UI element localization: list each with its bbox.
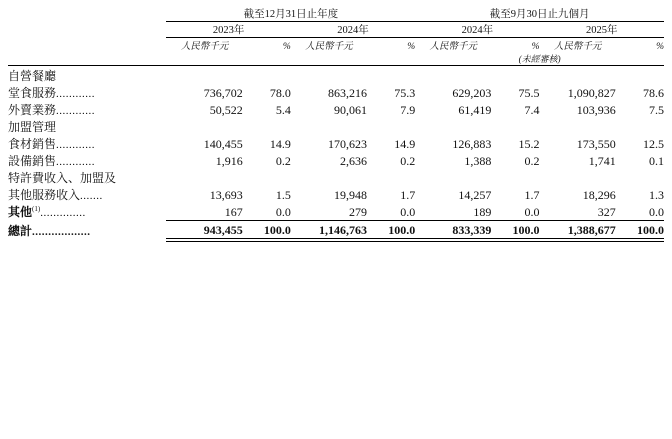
header-corner-cell: [8, 6, 166, 22]
cell-equip-2024i-pct: 0.2: [524, 154, 540, 168]
cell-food-2024a-amt: 170,623: [328, 137, 368, 151]
leader-dots: ............: [56, 105, 96, 117]
header-note-empty-3: [291, 52, 367, 66]
table-row: [8, 169, 664, 186]
cell-total-2025i-pct: 100.0: [637, 223, 664, 237]
revenue-breakdown-table: [8, 6, 664, 242]
header-note-empty-4: [367, 52, 415, 66]
leader-dots: ..............: [40, 207, 86, 219]
cell-food-2025i-amt: 173,550: [576, 137, 616, 151]
header-group-row: [8, 6, 664, 22]
leader-dots: ..................: [32, 225, 91, 238]
total-bottom-blank: [8, 239, 166, 242]
table-row: [8, 186, 664, 203]
row-label-takeaway: [8, 101, 166, 118]
cell-dine-in-2024i-amt: 629,203: [452, 86, 492, 100]
cell-other-2024a-pct: 0.0: [400, 204, 416, 219]
cell-dine-in-2024a-pct: 75.3: [394, 86, 416, 100]
cell-dine-in-2025i-amt: 1,090,827: [567, 86, 616, 100]
cell-equip-2023-pct: 0.2: [275, 154, 291, 168]
header-year-row: [8, 22, 664, 38]
cell-food-2023-amt: 140,455: [203, 137, 243, 151]
row-label-text: 設備銷售: [8, 154, 57, 168]
header-note-row: [8, 52, 664, 66]
cell-takeaway-2025i-amt: 103,936: [576, 103, 616, 117]
cell-otherservice-2024i-pct: 1.7: [524, 188, 540, 202]
cell-food-2024i-pct: 15.2: [518, 137, 540, 151]
cell-dine-in-2024a-amt: 863,216: [328, 86, 368, 100]
header-group-ninemonth: 截至9月30日止九個月: [415, 6, 664, 22]
header-unit-blank: [8, 38, 166, 53]
row-label-text: 特許費收入、加盟及: [8, 171, 117, 185]
cell-takeaway-2024i-pct: 7.4: [524, 103, 540, 117]
header-unit-rmb-2024i: 人民幣千元: [429, 42, 478, 52]
total-bottom-rule: [8, 239, 664, 242]
header-unit-pct-2025i: %: [656, 42, 664, 52]
header-unit-pct-2024i: %: [531, 42, 540, 52]
cell-other-2023-pct: 0.0: [275, 204, 291, 219]
leader-dots: ............: [56, 156, 96, 168]
row-footnote-marker: (1): [32, 205, 41, 213]
header-unit-pct-2024a: %: [407, 42, 416, 52]
row-label-other: [8, 203, 166, 220]
cell-equip-2024a-amt: 2,636: [340, 154, 368, 168]
cell-total-2024a-amt: 1,146,763: [319, 223, 368, 237]
row-label-other-service-income: [8, 186, 166, 203]
cell-food-2025i-pct: 12.5: [643, 137, 664, 151]
cell-total-2023-pct: 100.0: [263, 223, 291, 237]
cell-dine-in-2024i-pct: 75.5: [518, 86, 540, 100]
table-row: [8, 203, 664, 220]
row-label-text: 其他服務收入: [8, 188, 81, 202]
row-label-dine-in: [8, 84, 166, 101]
total-bottom-2023: [166, 239, 290, 242]
leader-dots: ............: [56, 139, 96, 151]
header-unit-pct-2023: %: [282, 42, 291, 52]
leader-dots: ............: [56, 88, 96, 100]
cell-other-2024i-pct: 0.0: [524, 204, 540, 219]
leader-dots: .......: [80, 190, 103, 202]
section-title-spacer: [166, 67, 664, 84]
section-header-row: [8, 118, 664, 135]
cell-other-2025i-pct: 0.0: [649, 204, 664, 219]
cell-total-2024a-pct: 100.0: [388, 223, 416, 237]
table-row: [8, 135, 664, 152]
cell-other-2023-amt: 167: [224, 204, 243, 219]
table-row: [8, 152, 664, 169]
cell-equip-2023-amt: 1,916: [215, 154, 243, 168]
header-note-empty-1: [166, 52, 242, 66]
cell-food-2024a-pct: 14.9: [394, 137, 416, 151]
cell-dine-in-2025i-pct: 78.6: [643, 86, 664, 100]
row-label-franchise-fee-line1: [8, 169, 166, 186]
row-label-equipment-sales: [8, 152, 166, 169]
cell-takeaway-2023-amt: 50,522: [209, 103, 243, 117]
cell-takeaway-2025i-pct: 7.5: [649, 103, 664, 117]
cell-food-2024i-amt: 126,883: [452, 137, 492, 151]
row-franchise-fee-line1-spacer: [166, 169, 664, 186]
section-title-self-operated: 自營餐廳: [8, 69, 57, 83]
row-label-text: 堂食服務: [8, 86, 57, 100]
cell-dine-in-2023-amt: 736,702: [203, 86, 243, 100]
total-row: [8, 222, 664, 239]
row-label-text: 其他: [8, 205, 33, 219]
header-year-2025-interim: 2025年: [540, 22, 664, 38]
cell-total-2023-amt: 943,455: [203, 223, 243, 237]
cell-total-2024i-pct: 100.0: [512, 223, 540, 237]
row-label-text: 外賣業務: [8, 103, 57, 117]
cell-equip-2025i-pct: 0.1: [649, 154, 664, 168]
total-bottom-2024a: [291, 239, 415, 242]
header-unit-row: [8, 38, 664, 53]
header-note-unaudited: (未經審核): [518, 54, 561, 64]
cell-takeaway-2023-pct: 5.4: [275, 103, 291, 117]
cell-otherservice-2024i-amt: 14,257: [458, 188, 492, 202]
cell-total-2024i-amt: 833,339: [452, 223, 492, 237]
header-note-blank: [8, 52, 166, 66]
header-year-blank: [8, 22, 166, 38]
cell-takeaway-2024i-amt: 61,419: [458, 103, 492, 117]
total-bottom-2025i: [540, 239, 664, 242]
cell-other-2024i-amt: 189: [473, 204, 492, 219]
section-title-spacer: [166, 118, 664, 135]
section-title-franchise: 加盟管理: [8, 120, 57, 134]
cell-other-2024a-amt: 279: [349, 204, 368, 219]
cell-equip-2024a-pct: 0.2: [400, 154, 416, 168]
table-row: [8, 84, 664, 101]
cell-equip-2025i-amt: 1,741: [588, 154, 616, 168]
cell-otherservice-2025i-pct: 1.3: [649, 188, 664, 202]
header-unit-rmb-2025i: 人民幣千元: [553, 42, 602, 52]
row-label-text: 總計: [8, 223, 33, 238]
header-note-empty-2: [243, 52, 291, 66]
header-year-2023: 2023年: [166, 22, 290, 38]
cell-takeaway-2024a-pct: 7.9: [400, 103, 416, 117]
row-label-text: 食材銷售: [8, 137, 57, 151]
header-year-2024-annual: 2024年: [291, 22, 415, 38]
cell-otherservice-2023-pct: 1.5: [275, 188, 291, 202]
cell-otherservice-2024a-pct: 1.7: [400, 188, 416, 202]
cell-equip-2024i-amt: 1,388: [464, 154, 492, 168]
cell-total-2025i-amt: 1,388,677: [567, 223, 616, 237]
section-header-row: [8, 67, 664, 84]
cell-otherservice-2025i-amt: 18,296: [582, 188, 616, 202]
row-label-food-material-sales: [8, 135, 166, 152]
total-bottom-2024i: [415, 239, 539, 242]
header-group-annual: 截至12月31日止年度: [166, 6, 415, 22]
table-row: [8, 101, 664, 118]
header-unit-rmb-2023: 人民幣千元: [180, 42, 229, 52]
header-year-2024-interim: 2024年: [415, 22, 539, 38]
cell-otherservice-2024a-amt: 19,948: [334, 188, 368, 202]
cell-takeaway-2024a-amt: 90,061: [334, 103, 368, 117]
cell-dine-in-2023-pct: 78.0: [269, 86, 291, 100]
header-unit-rmb-2024a: 人民幣千元: [305, 42, 353, 52]
cell-otherservice-2023-amt: 13,693: [209, 188, 243, 202]
cell-food-2023-pct: 14.9: [269, 137, 291, 151]
row-label-total: [8, 222, 166, 239]
cell-other-2025i-amt: 327: [597, 204, 616, 219]
